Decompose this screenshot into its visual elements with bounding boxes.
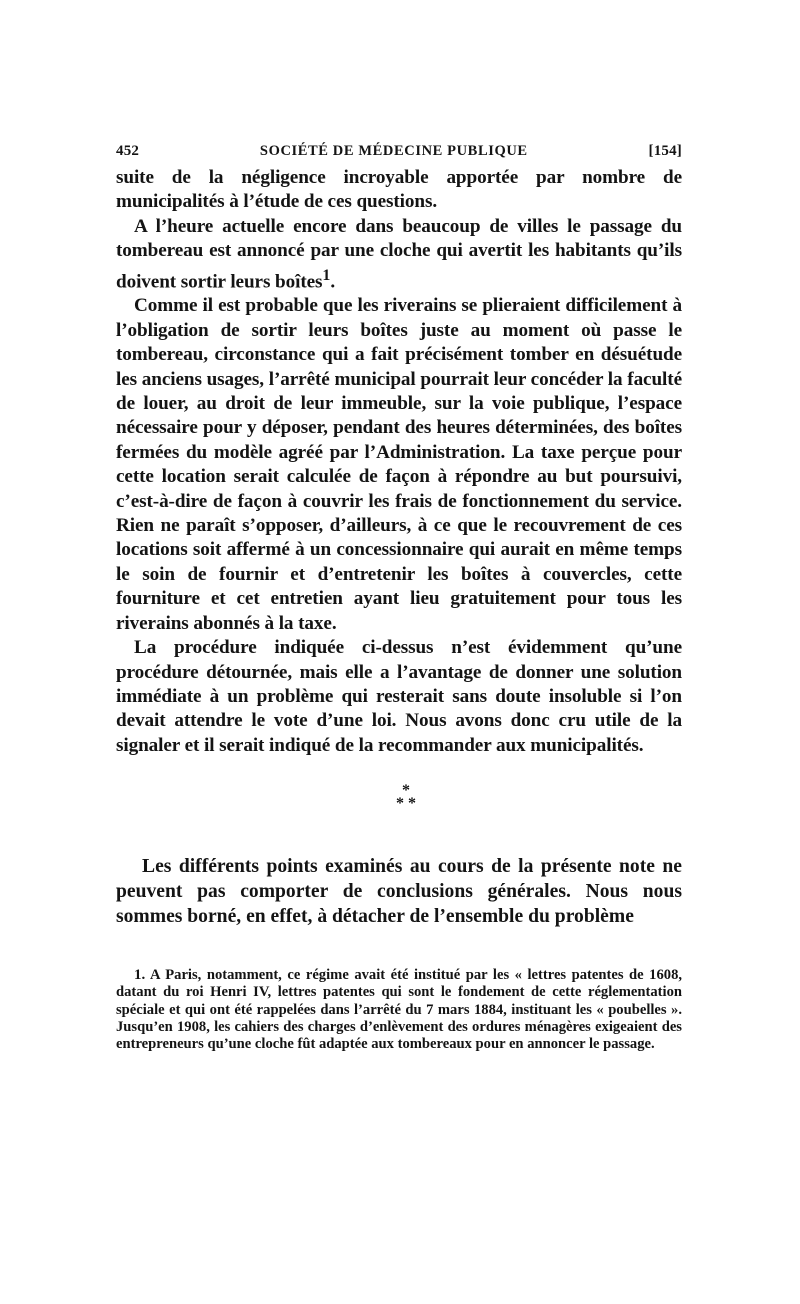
paragraph-conclusions: Les différents points examinés au cours de la présente note ne peuvent pas comporter de conclusions générales. Nous nous sommes borné, en effet, à détacher de l’ensemble du problème xyxy=(116,856,682,928)
running-head xyxy=(116,143,682,160)
footnote-number: 1. xyxy=(134,967,146,984)
paragraph-riverains: Comme il est probable que les riverains se plieraient difficilement à l’obligation de sortir leurs boîtes juste au moment où passe le tombereau, circonstance qui a fait précisément tomber en désuétude les anciens usages, l’arrêté municipal pourrait leur concéder la faculté de louer, au droit de leur immeuble, sur la voie publique, l’espace nécessaire pour y déposer, pendant des heures déterminées, des boîtes fermées du modèle agréé par l’Administration. La taxe perçue pour cette location serait calculée de façon à répondre au but poursuivi, c’est-à-dire de façon à couvrir les frais de fonctionnement du service. Rien ne paraît s’opposer, d’ailleurs, à ce que le recouvrement de ces locations soit affermé à un concessionnaire qui aurait en même temps le soin de fournir et d’entretenir les boîtes à couvercles, cette fourniture et cet entretien ayant lieu gratuitement pour tous les riverains abonnés à la taxe. xyxy=(116,295,682,634)
running-title: SOCIÉTÉ DE MÉDECINE PUBLIQUE xyxy=(259,143,528,159)
original-page-number: [154] xyxy=(648,143,682,159)
footnote-text: A Paris, notamment, ce régime avait été institué par les « lettres patentes de 1608, datant du roi Henri IV, lettres patentes qui sont le fondement de cette réglementation spéciale et qui ont été rappelées dans l’arrêté du 7 mars 1884, instituant les « poubelles ». Jusqu’en 1908, les cahiers des charges d’enlèvement des ordures ménagères exigeaient des entrepreneurs qu’une cloche fût adaptée aux tombereaux pour en annoncer le passage. xyxy=(116,967,683,1053)
footnote-reference: 1 xyxy=(322,266,331,284)
body-text xyxy=(116,166,682,758)
asterism-separator xyxy=(116,782,682,813)
book-page xyxy=(116,143,682,1054)
footnote-paragraph xyxy=(116,967,682,1053)
asterism-bottom-stars: * * xyxy=(396,795,416,813)
footnote xyxy=(116,967,682,1053)
paragraph-procedure: La procédure indiquée ci-dessus n’est évidemment qu’une procédure détournée, mais elle a l’avantage de donner une solution immédiate à un problème qui resterait sans doute insoluble si l’on devait attendre le vote d’une loi. Nous avons donc cru utile de la signaler et il serait indiqué de la recommander aux municipalités. xyxy=(116,637,682,756)
closing-section xyxy=(116,854,682,929)
paragraph-text: A l’heure actuelle encore dans beaucoup de villes le passage du tombereau est annoncé par une cloche qui avertit les habitants qu’ils doivent sortir leurs boîtes xyxy=(116,215,682,293)
paragraph-end-period: . xyxy=(330,271,336,293)
paragraph-cloche xyxy=(116,215,682,295)
page-number: 452 xyxy=(116,143,140,159)
paragraph-continued: suite de la négligence incroyable apportée par nombre de municipalités à l’étude de ces questions. xyxy=(116,167,682,213)
asterism-top-star: * xyxy=(402,782,410,800)
